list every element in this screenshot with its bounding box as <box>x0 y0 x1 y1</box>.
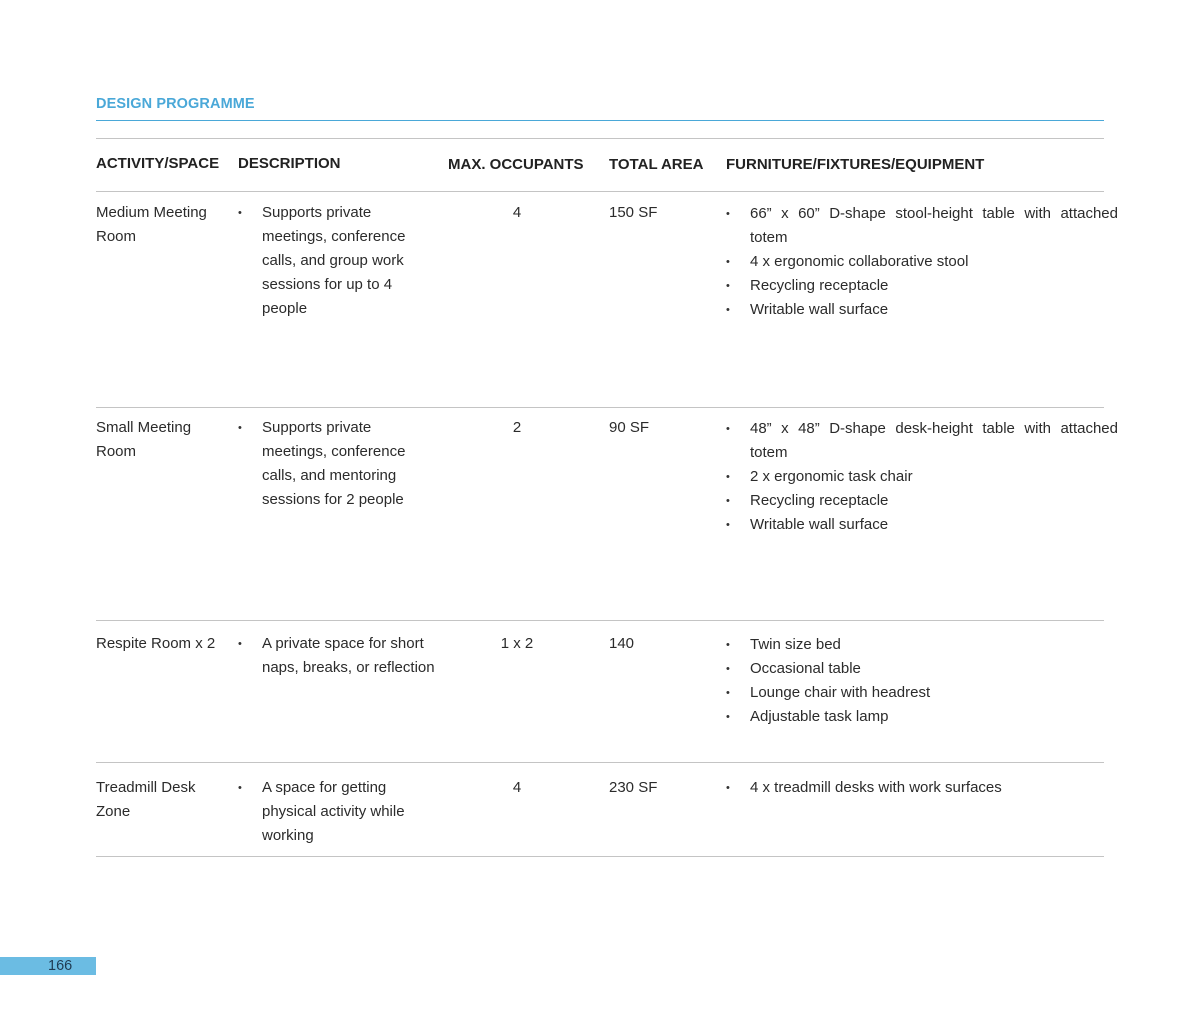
description-text: Supports private meetings, conference calls, and mentoring sessions for 2 people <box>262 419 406 508</box>
furniture-text: Lounge chair with headrest <box>750 684 931 701</box>
header-area: TOTAL AREA <box>609 156 704 173</box>
furniture-item <box>726 513 1118 537</box>
furniture-cell <box>726 633 1118 729</box>
table-header-row <box>96 139 1104 192</box>
header-occupants: MAX. OCCUPANTS <box>448 156 584 173</box>
furniture-item <box>726 274 1118 298</box>
occupants-cell: 1 x 2 <box>500 635 534 652</box>
section-title: DESIGN PROGRAMME <box>96 96 255 112</box>
bullet-icon: • <box>726 471 730 483</box>
furniture-item <box>726 776 1118 800</box>
bullet-icon: • <box>238 638 242 650</box>
bullet-icon: • <box>238 422 242 434</box>
description-text: A space for getting physical activity while working <box>262 779 405 844</box>
furniture-text: Recycling receptacle <box>750 492 889 509</box>
furniture-cell <box>726 417 1118 537</box>
furniture-text: Writable wall surface <box>750 301 889 318</box>
bullet-icon: • <box>726 304 730 316</box>
page-number: 166 <box>48 958 73 974</box>
furniture-cell <box>726 776 1118 800</box>
furniture-item <box>726 202 1118 250</box>
bullet-icon: • <box>238 207 242 219</box>
bullet-icon: • <box>726 519 730 531</box>
description-cell <box>238 776 438 848</box>
description-text: A private space for short naps, breaks, or reflection <box>262 635 435 676</box>
description-item <box>238 416 438 512</box>
bullet-icon: • <box>726 711 730 723</box>
area-cell: 150 SF <box>609 204 658 221</box>
table-row <box>96 408 1118 621</box>
bullet-icon: • <box>726 782 730 794</box>
header-activity: ACTIVITY/SPACE <box>96 155 220 172</box>
bullet-icon: • <box>726 256 730 268</box>
occupants-cell: 2 <box>512 419 522 436</box>
description-cell <box>238 632 438 680</box>
area-cell: 140 <box>609 635 635 652</box>
header-furniture: FURNITURE/FIXTURES/EQUIPMENT <box>726 156 985 173</box>
title-rule <box>96 120 1104 121</box>
furniture-text: 66” x 60” D-shape stool-height table with attached totem <box>750 205 1118 246</box>
description-cell <box>238 201 438 321</box>
furniture-text: 4 x ergonomic collaborative stool <box>750 253 969 270</box>
furniture-item <box>726 633 1118 657</box>
furniture-item <box>726 298 1118 322</box>
description-item <box>238 632 438 680</box>
bullet-icon: • <box>726 280 730 292</box>
bullet-icon: • <box>726 687 730 699</box>
description-item <box>238 776 438 848</box>
furniture-item <box>726 705 1118 729</box>
table-row <box>96 621 1104 763</box>
bullet-icon: • <box>726 423 730 435</box>
furniture-cell <box>726 202 1118 322</box>
table-row <box>96 763 1104 857</box>
bullet-icon: • <box>726 639 730 651</box>
furniture-item <box>726 657 1118 681</box>
occupants-cell: 4 <box>512 204 522 221</box>
furniture-item <box>726 465 1118 489</box>
description-text: Supports private meetings, conference calls, and group work sessions for up to 4 people <box>262 204 406 317</box>
furniture-item <box>726 681 1118 705</box>
bullet-icon: • <box>238 782 242 794</box>
activity-cell: Medium Meeting Room <box>96 204 207 245</box>
furniture-item <box>726 489 1118 513</box>
furniture-text: Occasional table <box>750 660 861 677</box>
occupants-cell: 4 <box>512 779 522 796</box>
bullet-icon: • <box>726 495 730 507</box>
header-description: DESCRIPTION <box>238 155 341 172</box>
furniture-text: Writable wall surface <box>750 516 889 533</box>
description-cell <box>238 416 438 512</box>
area-cell: 230 SF <box>609 779 658 796</box>
activity-cell: Small Meeting Room <box>96 419 192 460</box>
furniture-item <box>726 250 1118 274</box>
activity-cell: Respite Room x 2 <box>96 635 216 652</box>
furniture-text: 4 x treadmill desks with work surfaces <box>750 779 1002 796</box>
furniture-text: 2 x ergonomic task chair <box>750 468 913 485</box>
furniture-item <box>726 417 1118 465</box>
furniture-text: Twin size bed <box>750 636 841 653</box>
furniture-text: 48” x 48” D-shape desk-height table with attached totem <box>750 420 1118 461</box>
programme-table <box>96 138 1118 857</box>
bullet-icon: • <box>726 208 730 220</box>
table-row <box>96 192 1118 408</box>
description-item <box>238 201 438 321</box>
area-cell: 90 SF <box>609 419 650 436</box>
bullet-icon: • <box>726 663 730 675</box>
furniture-text: Adjustable task lamp <box>750 708 889 725</box>
furniture-text: Recycling receptacle <box>750 277 889 294</box>
activity-cell: Treadmill Desk Zone <box>96 779 196 820</box>
